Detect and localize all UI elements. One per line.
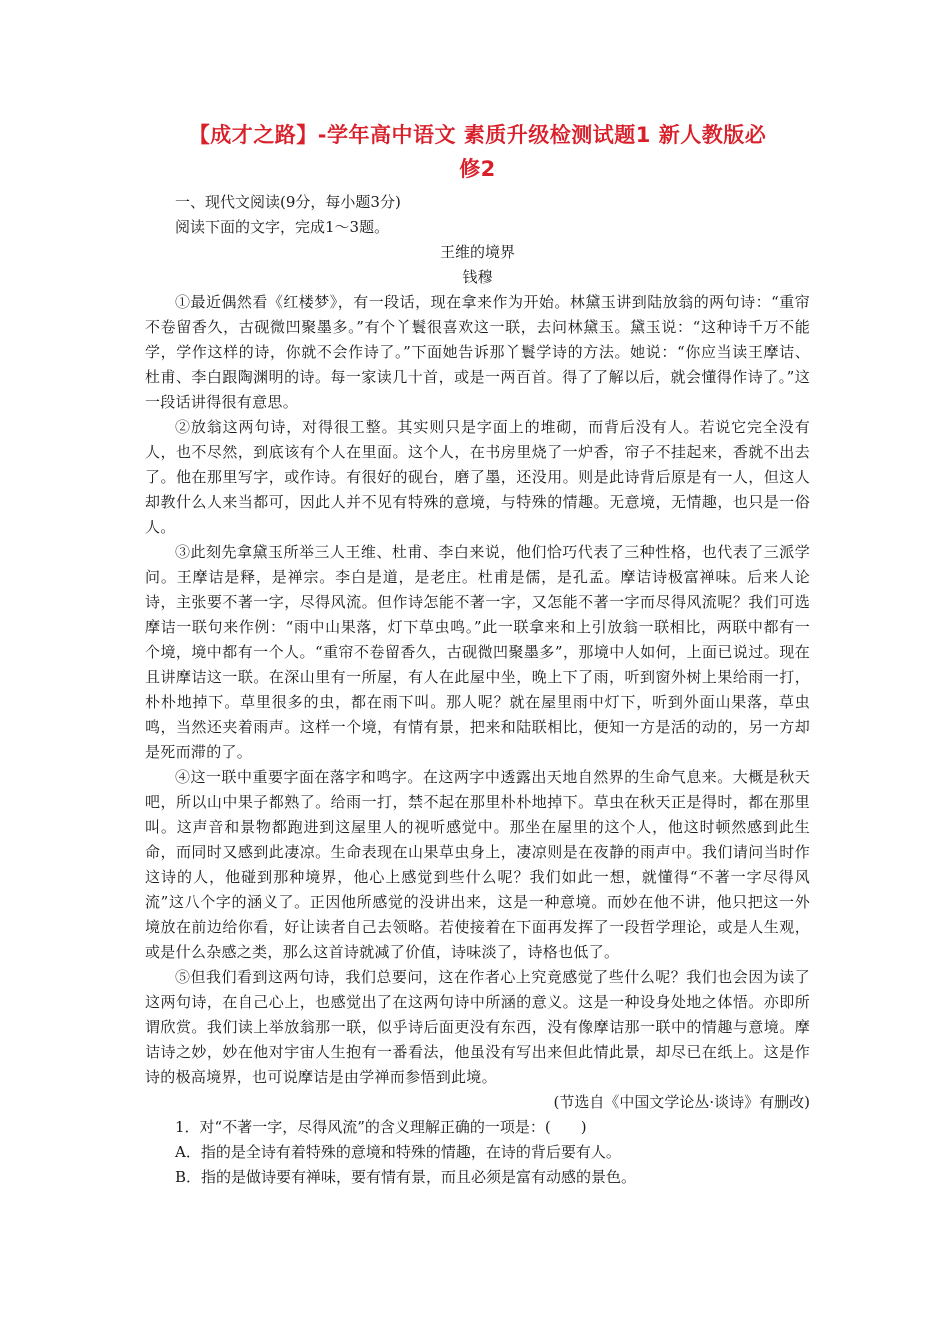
question-1-option-b: B．指的是做诗要有禅味，要有情有景，而且必须是富有动感的景色。 [175, 1168, 637, 1186]
paragraph-3: ③此刻先拿黛玉所举三人王维、杜甫、李白来说，他们恰巧代表了三种性格，也代表了三派学问。王摩诘是释，是禅宗。李白是道，是老庄。杜甫是儒，是孔孟。摩诘诗极富禅味。后来人论诗，主张要不著一字，尽得风流。但作诗怎能不著一字，又怎能不著一字而尽得风流呢？我们可选摩诘一联句来作例：“雨中山果落，灯下草虫鸣。”此一联拿来和上引放翁一联相比，两联中都有一个境，境中都有一个人。“重帘不卷留香久，古砚微凹聚墨多”，那境中人如何，上面已说过。现在且讲摩诘这一联。在深山里有一所屋，有人在此屋中坐，晚上下了雨，听到窗外树上果给雨一打，朴朴地掉下。草里很多的虫，都在雨下叫。那人呢？就在屋里雨中灯下，听到外面山果落，草虫鸣，当然还夹着雨声。这样一个境，有情有景，把来和陆联相比，便知一方是活的动的，另一方却是死而滞的了。 [145, 543, 810, 761]
paragraph-5: ⑤但我们看到这两句诗，我们总要问，这在作者心上究竟感觉了些什么呢？我们也会因为读了这两句诗，在自己心上，也感觉出了在这两句诗中所涵的意义。这是一种设身处地之体悟。亦即所谓欣赏。我们读上举放翁那一联，似乎诗后面更没有东西，没有像摩诘那一联中的情趣与意境。摩诘诗之妙，妙在他对宇宙人生抱有一番看法，他虽没有写出来但此情此景，却尽已在纸上。这是作诗的极高境界，也可说摩诘是由学禅而参悟到此境。 [145, 968, 810, 1086]
section-heading: 一、现代文阅读(9分，每小题3分) [175, 193, 401, 211]
title-line-1: 【成才之路】-学年高中语文 素质升级检测试题1 新人教版必 [188, 123, 767, 147]
paragraph-1: ①最近偶然看《红楼梦》，有一段话，现在拿来作为开始。林黛玉讲到陆放翁的两句诗：“重帘不卷留香久，古砚微凹聚墨多。”有个丫鬟很喜欢这一联，去问林黛玉。黛玉说：“这种诗千万不能学，学作这样的诗，你就不会作诗了。”下面她告诉那丫鬟学诗的方法。她说：“你应当读王摩诘、杜甫、李白跟陶渊明的诗。每一家读几十首，或是一两百首。得了了解以后，就会懂得作诗了。”这一段话讲得很有意思。 [145, 293, 810, 411]
paragraph-2: ②放翁这两句诗，对得很工整。其实则只是字面上的堆砌，而背后没有人。若说它完全没有人，也不尽然，到底该有个人在里面。这个人，在书房里烧了一炉香，帘子不挂起来，香就不出去了。他在那里写字，或作诗。有很好的砚台，磨了墨，还没用。则是此诗背后原是有一人，但这人却教什么人来当都可，因此人并不见有特殊的意境，与特殊的情趣。无意境，无情趣，也只是一俗人。 [145, 418, 810, 536]
title-line-2: 修2 [459, 157, 496, 181]
article-source: (节选自《中国文学论丛·谈诗》有删改) [553, 1093, 810, 1111]
question-1-stem: 1．对“不著一字，尽得风流”的含义理解正确的一项是：( ) [175, 1118, 587, 1136]
article-author: 钱穆 [462, 268, 493, 286]
question-1-option-a: A．指的是全诗有着特殊的意境和特殊的情趣，在诗的背后要有人。 [175, 1143, 621, 1161]
article-title: 王维的境界 [439, 243, 515, 261]
section-instruction: 阅读下面的文字，完成1～3题。 [175, 218, 390, 236]
document-title [145, 118, 810, 186]
document-page [145, 118, 810, 1190]
paragraph-4: ④这一联中重要字面在落字和鸣字。在这两字中透露出天地自然界的生命气息来。大概是秋天吧，所以山中果子都熟了。给雨一打，禁不起在那里朴朴地掉下。草虫在秋天正是得时，都在那里叫。这声音和景物都跑进到这屋里人的视听感觉中。那坐在屋里的这个人，他这时顿然感到此生命，而同时又感到此凄凉。生命表现在山果草虫身上，凄凉则是在夜静的雨声中。我们请问当时作这诗的人，他碰到那种境界，他心上感觉到些什么呢？我们如此一想，就懂得“不著一字尽得风流”这八个字的涵义了。正因他所感觉的没讲出来，这是一种意境。而妙在他不讲，他只把这一外境放在前边给你看，好让读者自己去领略。若使接着在下面再发挥了一段哲学理论，或是人生观，或是什么杂感之类，那么这首诗就减了价值，诗味淡了，诗格也低了。 [145, 768, 810, 961]
